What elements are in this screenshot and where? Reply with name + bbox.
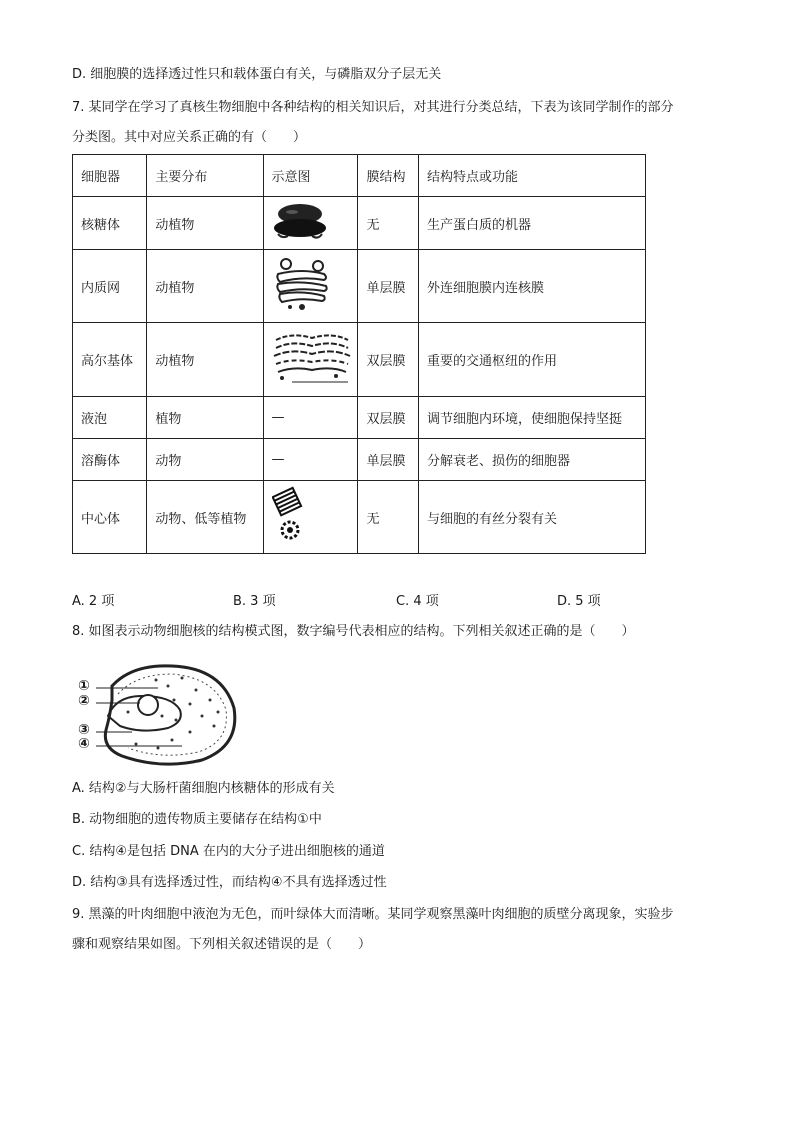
cell-function: 分解衰老、损伤的细胞器 — [419, 439, 646, 481]
cell-distribution: 植物 — [147, 397, 263, 439]
cell-distribution: 动植物 — [147, 197, 263, 250]
q7-option-d: D. 5 项 — [557, 594, 601, 609]
label-1: ① — [78, 678, 90, 694]
centrosome-diagram — [263, 481, 358, 554]
q7-option-a: A. 2 项 — [72, 594, 115, 609]
ribosome-icon — [272, 201, 328, 241]
cell-organelle: 高尔基体 — [73, 323, 147, 397]
header-function: 结构特点或功能 — [419, 155, 646, 197]
q7-option-b: B. 3 项 — [233, 594, 276, 609]
organelle-table — [72, 154, 646, 554]
cell-membrane: 无 — [358, 197, 419, 250]
cell-membrane: 单层膜 — [358, 250, 419, 323]
q8-option-b: B. 动物细胞的遗传物质主要储存在结构①中 — [72, 812, 322, 827]
cell-membrane: 双层膜 — [358, 397, 419, 439]
q7-option-c: C. 4 项 — [396, 594, 439, 609]
cell-organelle: 液泡 — [73, 397, 147, 439]
q8-option-a: A. 结构②与大肠杆菌细胞内核糖体的形成有关 — [72, 781, 335, 796]
centrosome-icon — [272, 486, 306, 544]
q7-stem-line-1: 7. 某同学在学习了真核生物细胞中各种结构的相关知识后，对其进行分类总结，下表为该同学制作的部分 — [72, 100, 674, 115]
cell-membrane: 双层膜 — [358, 323, 419, 397]
endoplasmic-reticulum-diagram — [263, 250, 358, 323]
cell-organelle: 核糖体 — [73, 197, 147, 250]
table-row — [73, 397, 646, 439]
header-organelle: 细胞器 — [73, 155, 147, 197]
golgi-apparatus-icon — [272, 330, 352, 386]
q8-option-d: D. 结构③具有选择透过性，而结构④不具有选择透过性 — [72, 875, 387, 890]
cell-function: 调节细胞内环境，使细胞保持坚挺 — [419, 397, 646, 439]
cell-function: 重要的交通枢纽的作用 — [419, 323, 646, 397]
q7-stem-line-2: 分类图。其中对应关系正确的有（ ） — [72, 130, 307, 145]
cell-diagram-dash: — — [263, 439, 358, 481]
cell-distribution: 动物、低等植物 — [147, 481, 263, 554]
table-row — [73, 197, 646, 250]
golgi-diagram — [263, 323, 358, 397]
cell-distribution: 动植物 — [147, 250, 263, 323]
table-row — [73, 323, 646, 397]
header-diagram: 示意图 — [263, 155, 358, 197]
label-4: ④ — [78, 736, 90, 752]
q9-stem-line-2: 骤和观察结果如图。下列相关叙述错误的是（ ） — [72, 937, 372, 952]
q9-stem-line-1: 9. 黑藻的叶肉细胞中液泡为无色，而叶绿体大而清晰。某同学观察黑藻叶肉细胞的质壁分离现象，实验步 — [72, 907, 674, 922]
label-2: ② — [78, 693, 90, 709]
nucleus-diagram — [72, 660, 242, 770]
cell-function: 与细胞的有丝分裂有关 — [419, 481, 646, 554]
cell-diagram-dash: — — [263, 397, 358, 439]
cell-organelle: 溶酶体 — [73, 439, 147, 481]
ribosome-diagram — [263, 197, 358, 250]
cell-organelle: 内质网 — [73, 250, 147, 323]
table-row — [73, 481, 646, 554]
cell-organelle: 中心体 — [73, 481, 147, 554]
endoplasmic-reticulum-icon — [272, 256, 334, 312]
cell-function: 外连细胞膜内连核膜 — [419, 250, 646, 323]
q8-option-c: C. 结构④是包括 DNA 在内的大分子进出细胞核的通道 — [72, 844, 385, 859]
cell-membrane: 无 — [358, 481, 419, 554]
table-row — [73, 439, 646, 481]
table-header-row — [73, 155, 646, 197]
header-membrane: 膜结构 — [358, 155, 419, 197]
cell-distribution: 动物 — [147, 439, 263, 481]
previous-option-d: D. 细胞膜的选择透过性只和载体蛋白有关，与磷脂双分子层无关 — [72, 67, 442, 82]
header-distribution: 主要分布 — [147, 155, 263, 197]
nucleus-structure-figure — [72, 660, 242, 770]
cell-membrane: 单层膜 — [358, 439, 419, 481]
table-row — [73, 250, 646, 323]
cell-function: 生产蛋白质的机器 — [419, 197, 646, 250]
label-3: ③ — [78, 722, 90, 738]
cell-distribution: 动植物 — [147, 323, 263, 397]
q8-stem: 8. 如图表示动物细胞核的结构模式图，数字编号代表相应的结构。下列相关叙述正确的是（ ） — [72, 624, 635, 639]
